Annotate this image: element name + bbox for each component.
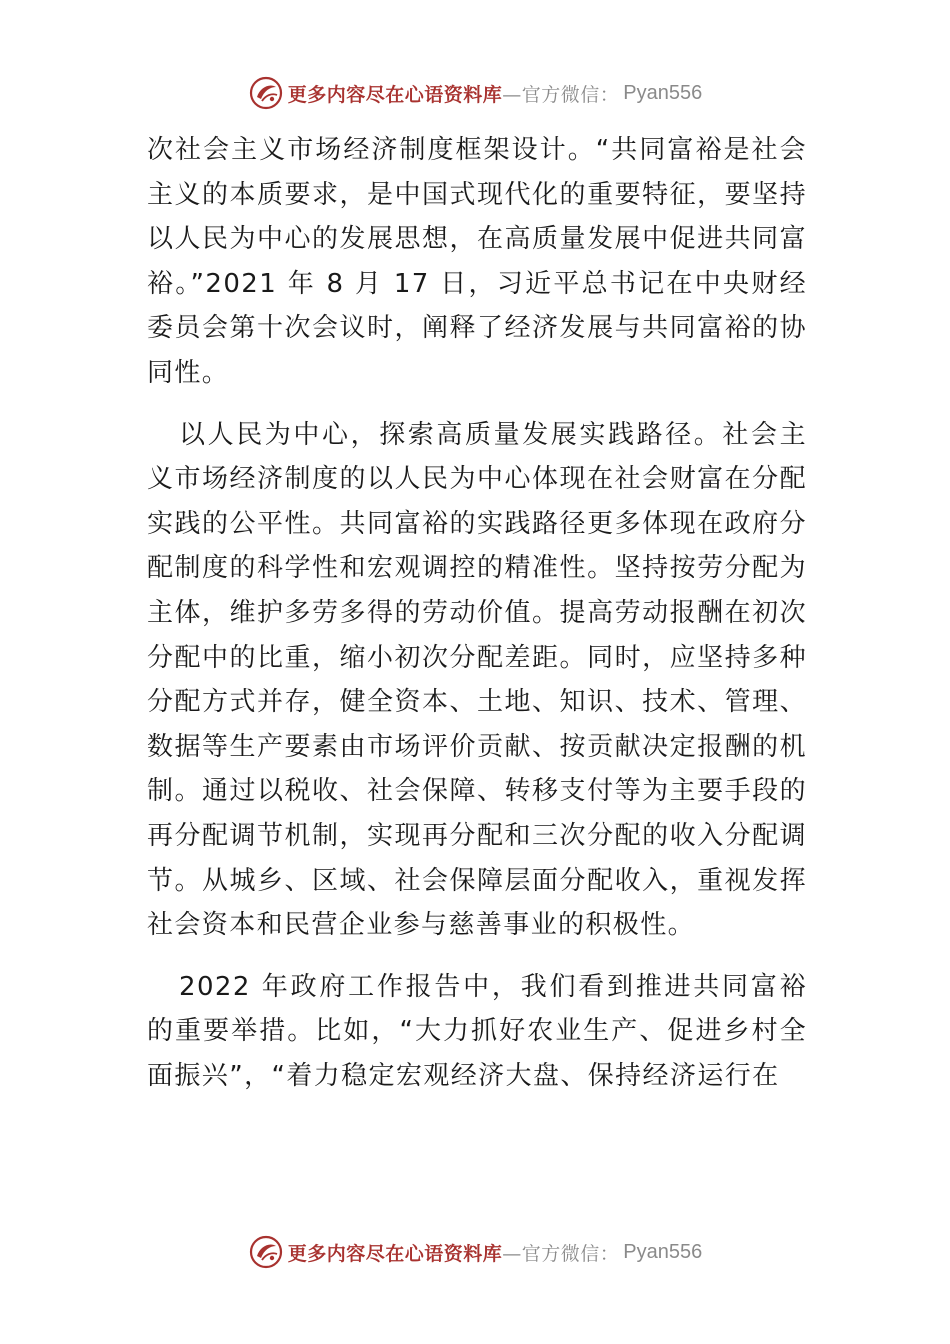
banner-wechat-id: Pyan556 — [623, 81, 703, 104]
document-body — [147, 128, 807, 1115]
logo-icon — [248, 1234, 284, 1270]
paragraph: 次社会主义市场经济制度框架设计。“共同富裕是社会主义的本质要求，是中国式现代化的重要特征，要坚持以人民为中心的发展思想，在高质量发展中促进共同富裕。”2021 年 8 月 17 日，习近平总书记在中央财经委员会第十次会议时，阐释了经济发展与共同富裕的协同性。 — [147, 135, 807, 388]
header-banner — [0, 73, 950, 113]
banner-separator: —官方微信： — [502, 83, 620, 106]
footer-banner — [0, 1232, 950, 1272]
banner-separator: —官方微信： — [502, 1242, 620, 1265]
banner-title: 更多内容尽在心语资料库 — [287, 1242, 503, 1265]
paragraph: 以人民为中心，探索高质量发展实践路径。社会主义市场经济制度的以人民为中心体现在社会财富在分配实践的公平性。共同富裕的实践路径更多体现在政府分配制度的科学性和宏观调控的精准性。坚持按劳分配为主体，维护多劳多得的劳动价值。提高劳动报酬在初次分配中的比重，缩小初次分配差距。同时，应坚持多种分配方式并存，健全资本、土地、知识、技术、管理、数据等生产要素由市场评价贡献、按贡献决定报酬的机制。通过以税收、社会保障、转移支付等为主要手段的再分配调节机制，实现再分配和三次分配的收入分配调节。从城乡、区域、社会保障层面分配收入，重视发挥社会资本和民营企业参与慈善事业的积极性。 — [147, 419, 807, 941]
banner-wechat-id: Pyan556 — [623, 1240, 703, 1263]
banner-title: 更多内容尽在心语资料库 — [287, 83, 503, 106]
paragraph: 2022 年政府工作报告中，我们看到推进共同富裕的重要举措。比如，“大力抓好农业生产、促进乡村全面振兴”，“着力稳定宏观经济大盘、保持经济运行在 — [147, 971, 807, 1091]
logo-icon — [248, 75, 284, 111]
